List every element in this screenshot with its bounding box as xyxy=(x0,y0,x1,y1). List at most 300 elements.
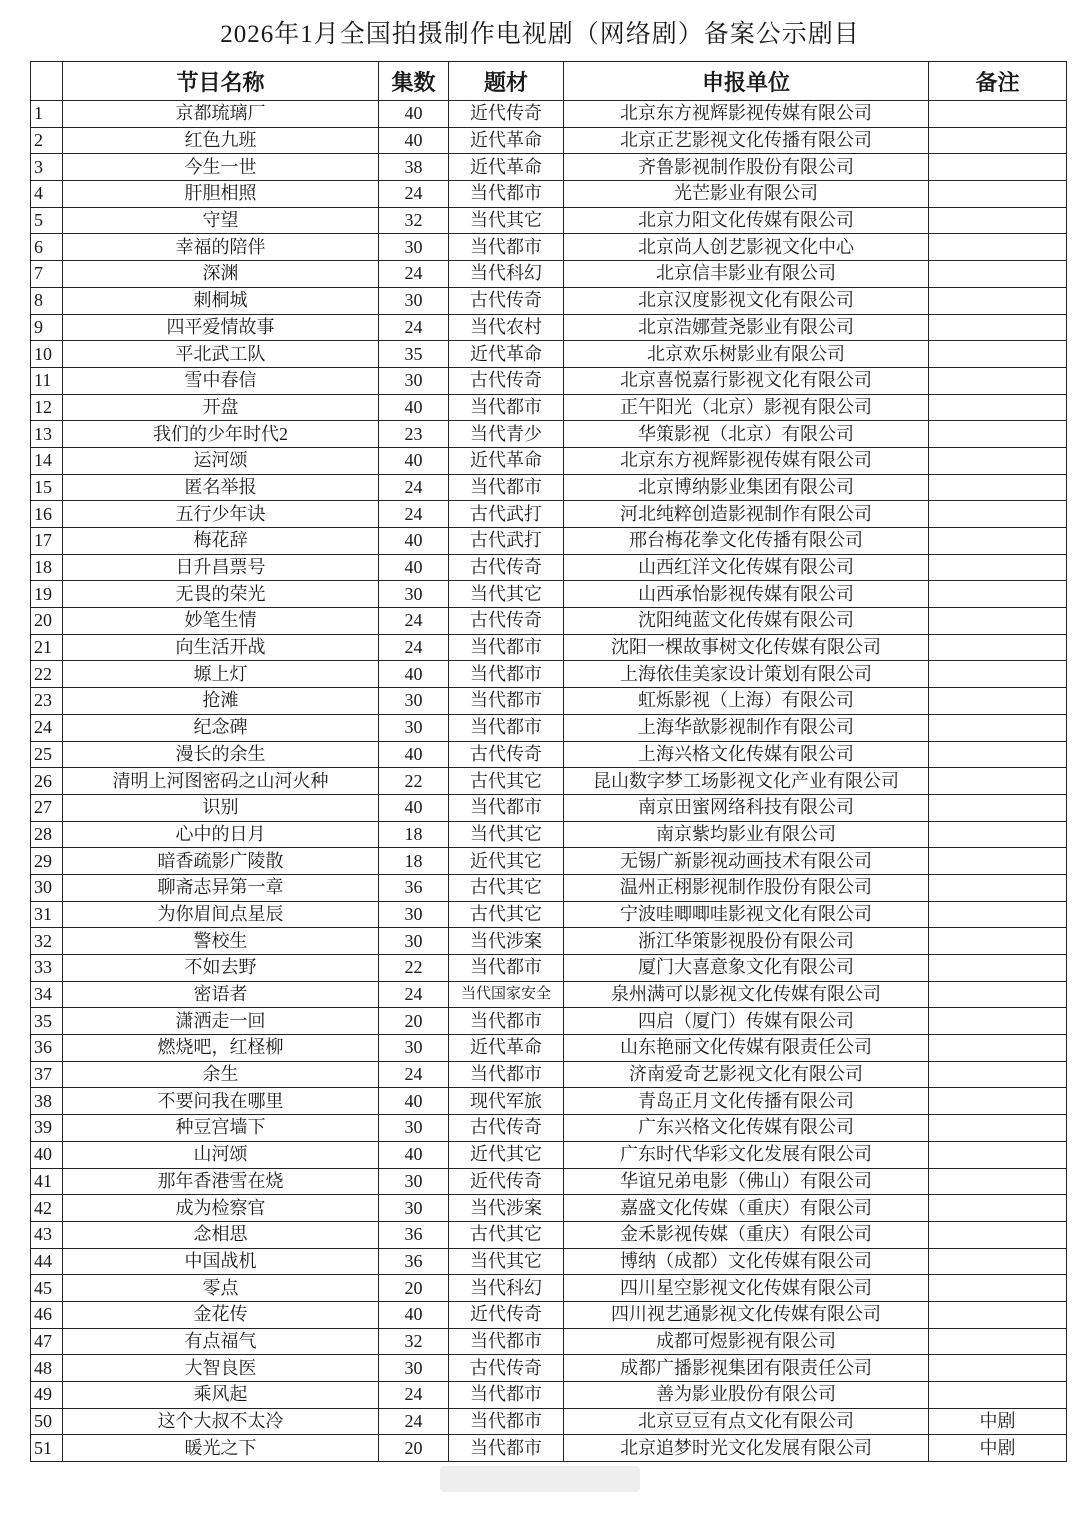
applicant-company: 北京豆豆有点文化有限公司 xyxy=(564,1408,929,1435)
episode-count: 24 xyxy=(379,314,449,341)
genre: 古代其它 xyxy=(449,1221,564,1248)
episode-count: 30 xyxy=(379,234,449,261)
applicant-company: 广东时代华彩文化发展有限公司 xyxy=(564,1141,929,1168)
episode-count: 40 xyxy=(379,447,449,474)
applicant-company: 山西红洋文化传媒有限公司 xyxy=(564,554,929,581)
applicant-company: 北京喜悦嘉行影视文化有限公司 xyxy=(564,367,929,394)
table-row xyxy=(31,741,1067,768)
header-row xyxy=(31,62,1067,101)
episode-count: 20 xyxy=(379,1275,449,1302)
row-index: 35 xyxy=(31,1008,63,1035)
genre: 当代都市 xyxy=(449,955,564,982)
episode-count: 24 xyxy=(379,1382,449,1409)
drama-title: 运河颂 xyxy=(63,447,379,474)
table-row xyxy=(31,955,1067,982)
remark xyxy=(929,234,1067,261)
genre: 近代革命 xyxy=(449,1035,564,1062)
episode-count: 30 xyxy=(379,688,449,715)
applicant-company: 北京欢乐树影业有限公司 xyxy=(564,341,929,368)
row-index: 42 xyxy=(31,1195,63,1222)
genre: 古代传奇 xyxy=(449,1115,564,1142)
remark xyxy=(929,581,1067,608)
genre: 古代传奇 xyxy=(449,287,564,314)
applicant-company: 济南爱奇艺影视文化有限公司 xyxy=(564,1061,929,1088)
remark xyxy=(929,101,1067,128)
genre: 当代都市 xyxy=(449,634,564,661)
row-index: 31 xyxy=(31,901,63,928)
applicant-company: 上海华歆影视制作有限公司 xyxy=(564,714,929,741)
table-row xyxy=(31,314,1067,341)
table-row xyxy=(31,447,1067,474)
applicant-company: 四川视艺通影视文化传媒有限公司 xyxy=(564,1301,929,1328)
row-index: 27 xyxy=(31,794,63,821)
remark xyxy=(929,1195,1067,1222)
row-index: 44 xyxy=(31,1248,63,1275)
row-index: 28 xyxy=(31,821,63,848)
applicant-company: 北京东方视辉影视传媒有限公司 xyxy=(564,447,929,474)
episode-count: 40 xyxy=(379,528,449,555)
row-index: 33 xyxy=(31,955,63,982)
drama-title: 塬上灯 xyxy=(63,661,379,688)
genre: 古代武打 xyxy=(449,528,564,555)
row-index: 48 xyxy=(31,1355,63,1382)
drama-title: 中国战机 xyxy=(63,1248,379,1275)
table-row xyxy=(31,608,1067,635)
remark xyxy=(929,634,1067,661)
remark xyxy=(929,688,1067,715)
table-row xyxy=(31,1168,1067,1195)
applicant-company: 北京正艺影视文化传播有限公司 xyxy=(564,127,929,154)
drama-title: 金花传 xyxy=(63,1301,379,1328)
remark xyxy=(929,1061,1067,1088)
row-index: 38 xyxy=(31,1088,63,1115)
applicant-company: 泉州满可以影视文化传媒有限公司 xyxy=(564,981,929,1008)
row-index: 16 xyxy=(31,501,63,528)
genre: 近代传奇 xyxy=(449,1168,564,1195)
applicant-company: 温州正栩影视制作股份有限公司 xyxy=(564,874,929,901)
drama-title: 肝胆相照 xyxy=(63,181,379,208)
drama-title: 大智良医 xyxy=(63,1355,379,1382)
remark xyxy=(929,714,1067,741)
episode-count: 40 xyxy=(379,394,449,421)
drama-title: 山河颂 xyxy=(63,1141,379,1168)
drama-title: 我们的少年时代2 xyxy=(63,421,379,448)
table-row xyxy=(31,1301,1067,1328)
genre: 当代都市 xyxy=(449,794,564,821)
episode-count: 22 xyxy=(379,955,449,982)
genre: 当代其它 xyxy=(449,1248,564,1275)
genre: 古代其它 xyxy=(449,874,564,901)
episode-count: 30 xyxy=(379,581,449,608)
genre: 近代传奇 xyxy=(449,101,564,128)
remark xyxy=(929,528,1067,555)
episode-count: 22 xyxy=(379,768,449,795)
remark xyxy=(929,341,1067,368)
row-index: 40 xyxy=(31,1141,63,1168)
row-index: 9 xyxy=(31,314,63,341)
row-index: 4 xyxy=(31,181,63,208)
remark xyxy=(929,1008,1067,1035)
applicant-company: 光芒影业有限公司 xyxy=(564,181,929,208)
drama-title: 日升昌票号 xyxy=(63,554,379,581)
remark xyxy=(929,1301,1067,1328)
table-row xyxy=(31,234,1067,261)
row-index: 41 xyxy=(31,1168,63,1195)
drama-title: 漫长的余生 xyxy=(63,741,379,768)
applicant-company: 善为影业股份有限公司 xyxy=(564,1382,929,1409)
drama-title: 为你眉间点星辰 xyxy=(63,901,379,928)
episode-count: 30 xyxy=(379,1355,449,1382)
document-title: 2026年1月全国拍摄制作电视剧（网络剧）备案公示剧目 xyxy=(220,21,860,48)
drama-title: 这个大叔不太冷 xyxy=(63,1408,379,1435)
episode-count: 24 xyxy=(379,181,449,208)
drama-title: 心中的日月 xyxy=(63,821,379,848)
table-row xyxy=(31,714,1067,741)
drama-title: 京都琉璃厂 xyxy=(63,101,379,128)
genre: 当代都市 xyxy=(449,474,564,501)
drama-title: 识别 xyxy=(63,794,379,821)
episode-count: 36 xyxy=(379,1248,449,1275)
table-row xyxy=(31,207,1067,234)
drama-title: 抢滩 xyxy=(63,688,379,715)
applicant-company: 广东兴格文化传媒有限公司 xyxy=(564,1115,929,1142)
row-index: 34 xyxy=(31,981,63,1008)
filing-table xyxy=(30,61,1067,1462)
row-index: 37 xyxy=(31,1061,63,1088)
episode-count: 24 xyxy=(379,261,449,288)
row-index: 7 xyxy=(31,261,63,288)
genre: 近代其它 xyxy=(449,1141,564,1168)
table-row xyxy=(31,261,1067,288)
drama-title: 密语者 xyxy=(63,981,379,1008)
applicant-company: 成都广播影视集团有限责任公司 xyxy=(564,1355,929,1382)
row-index: 45 xyxy=(31,1275,63,1302)
remark xyxy=(929,1275,1067,1302)
episode-count: 40 xyxy=(379,794,449,821)
table-row xyxy=(31,768,1067,795)
table-row xyxy=(31,1382,1067,1409)
drama-title: 今生一世 xyxy=(63,154,379,181)
episode-count: 32 xyxy=(379,1328,449,1355)
row-index: 30 xyxy=(31,874,63,901)
applicant-company: 成都可煜影视有限公司 xyxy=(564,1328,929,1355)
table-row xyxy=(31,848,1067,875)
applicant-company: 沈阳一棵故事树文化传媒有限公司 xyxy=(564,634,929,661)
drama-title: 暖光之下 xyxy=(63,1435,379,1462)
row-index: 49 xyxy=(31,1382,63,1409)
episode-count: 32 xyxy=(379,207,449,234)
drama-title: 不如去野 xyxy=(63,955,379,982)
episode-count: 24 xyxy=(379,1061,449,1088)
table-row xyxy=(31,341,1067,368)
table-row xyxy=(31,661,1067,688)
genre: 当代都市 xyxy=(449,394,564,421)
row-index: 47 xyxy=(31,1328,63,1355)
remark xyxy=(929,421,1067,448)
row-index: 11 xyxy=(31,367,63,394)
genre: 古代传奇 xyxy=(449,367,564,394)
episode-count: 35 xyxy=(379,341,449,368)
genre: 当代都市 xyxy=(449,1408,564,1435)
remark xyxy=(929,154,1067,181)
genre: 当代都市 xyxy=(449,688,564,715)
row-index: 32 xyxy=(31,928,63,955)
drama-title: 刺桐城 xyxy=(63,287,379,314)
episode-count: 30 xyxy=(379,367,449,394)
row-index: 24 xyxy=(31,714,63,741)
row-index: 1 xyxy=(31,101,63,128)
table-row xyxy=(31,528,1067,555)
episode-count: 40 xyxy=(379,101,449,128)
genre: 近代革命 xyxy=(449,341,564,368)
remark xyxy=(929,1088,1067,1115)
remark xyxy=(929,1382,1067,1409)
row-index: 17 xyxy=(31,528,63,555)
applicant-company: 上海依佳美家设计策划有限公司 xyxy=(564,661,929,688)
remark: 中剧 xyxy=(929,1408,1067,1435)
drama-title: 成为检察官 xyxy=(63,1195,379,1222)
table-row xyxy=(31,1248,1067,1275)
remark xyxy=(929,741,1067,768)
episode-count: 40 xyxy=(379,1141,449,1168)
drama-title: 平北武工队 xyxy=(63,341,379,368)
applicant-company: 南京紫均影业有限公司 xyxy=(564,821,929,848)
row-index: 51 xyxy=(31,1435,63,1462)
applicant-company: 华谊兄弟电影（佛山）有限公司 xyxy=(564,1168,929,1195)
genre: 近代革命 xyxy=(449,154,564,181)
genre: 当代青少 xyxy=(449,421,564,448)
drama-title: 开盘 xyxy=(63,394,379,421)
episode-count: 24 xyxy=(379,501,449,528)
table-row xyxy=(31,981,1067,1008)
drama-title: 纪念碑 xyxy=(63,714,379,741)
applicant-company: 上海兴格文化传媒有限公司 xyxy=(564,741,929,768)
genre: 当代都市 xyxy=(449,1382,564,1409)
remark xyxy=(929,447,1067,474)
table-row xyxy=(31,1195,1067,1222)
genre: 当代国家安全 xyxy=(449,981,564,1008)
remark xyxy=(929,367,1067,394)
drama-title: 乘风起 xyxy=(63,1382,379,1409)
row-index: 29 xyxy=(31,848,63,875)
remark xyxy=(929,394,1067,421)
table-row xyxy=(31,821,1067,848)
applicant-company: 北京浩娜萱尧影业有限公司 xyxy=(564,314,929,341)
drama-title: 匿名举报 xyxy=(63,474,379,501)
remark xyxy=(929,501,1067,528)
table-row xyxy=(31,581,1067,608)
drama-title: 幸福的陪伴 xyxy=(63,234,379,261)
episode-count: 30 xyxy=(379,928,449,955)
episode-count: 18 xyxy=(379,821,449,848)
row-index: 5 xyxy=(31,207,63,234)
drama-title: 余生 xyxy=(63,1061,379,1088)
remark xyxy=(929,874,1067,901)
row-index: 8 xyxy=(31,287,63,314)
header-index xyxy=(31,62,63,101)
row-index: 6 xyxy=(31,234,63,261)
row-index: 14 xyxy=(31,447,63,474)
row-index: 43 xyxy=(31,1221,63,1248)
row-index: 13 xyxy=(31,421,63,448)
row-index: 18 xyxy=(31,554,63,581)
episode-count: 30 xyxy=(379,1195,449,1222)
genre: 古代传奇 xyxy=(449,554,564,581)
genre: 当代其它 xyxy=(449,821,564,848)
row-index: 46 xyxy=(31,1301,63,1328)
applicant-company: 厦门大喜意象文化有限公司 xyxy=(564,955,929,982)
table-row xyxy=(31,1355,1067,1382)
row-index: 10 xyxy=(31,341,63,368)
remark xyxy=(929,848,1067,875)
applicant-company: 山西承怡影视传媒有限公司 xyxy=(564,581,929,608)
row-index: 26 xyxy=(31,768,63,795)
applicant-company: 北京追梦时光文化发展有限公司 xyxy=(564,1435,929,1462)
remark xyxy=(929,955,1067,982)
episode-count: 30 xyxy=(379,714,449,741)
header-episodes: 集数 xyxy=(379,62,449,101)
genre: 当代涉案 xyxy=(449,1195,564,1222)
remark xyxy=(929,314,1067,341)
episode-count: 30 xyxy=(379,287,449,314)
row-index: 50 xyxy=(31,1408,63,1435)
drama-title: 有点福气 xyxy=(63,1328,379,1355)
drama-title: 梅花辞 xyxy=(63,528,379,555)
genre: 近代传奇 xyxy=(449,1301,564,1328)
table-row xyxy=(31,794,1067,821)
remark xyxy=(929,287,1067,314)
table-row xyxy=(31,1408,1067,1435)
applicant-company: 正午阳光（北京）影视有限公司 xyxy=(564,394,929,421)
table-row xyxy=(31,474,1067,501)
table-row xyxy=(31,501,1067,528)
drama-title: 深渊 xyxy=(63,261,379,288)
genre: 当代都市 xyxy=(449,1328,564,1355)
drama-title: 清明上河图密码之山河火种 xyxy=(63,768,379,795)
remark xyxy=(929,901,1067,928)
table-body xyxy=(31,101,1067,1462)
remark xyxy=(929,261,1067,288)
table-row xyxy=(31,1008,1067,1035)
applicant-company: 北京汉度影视文化有限公司 xyxy=(564,287,929,314)
genre: 当代都市 xyxy=(449,234,564,261)
applicant-company: 博纳（成都）文化传媒有限公司 xyxy=(564,1248,929,1275)
remark xyxy=(929,1248,1067,1275)
applicant-company: 四川星空影视文化传媒有限公司 xyxy=(564,1275,929,1302)
drama-title: 四平爱情故事 xyxy=(63,314,379,341)
applicant-company: 北京东方视辉影视传媒有限公司 xyxy=(564,101,929,128)
remark xyxy=(929,768,1067,795)
row-index: 23 xyxy=(31,688,63,715)
drama-title: 无畏的荣光 xyxy=(63,581,379,608)
table-row xyxy=(31,1275,1067,1302)
table-row xyxy=(31,1035,1067,1062)
applicant-company: 青岛正月文化传播有限公司 xyxy=(564,1088,929,1115)
remark xyxy=(929,1168,1067,1195)
table-row xyxy=(31,874,1067,901)
table-row xyxy=(31,1088,1067,1115)
drama-title: 妙笔生情 xyxy=(63,608,379,635)
genre: 现代军旅 xyxy=(449,1088,564,1115)
applicant-company: 华策影视（北京）有限公司 xyxy=(564,421,929,448)
applicant-company: 无锡广新影视动画技术有限公司 xyxy=(564,848,929,875)
watermark-overlay xyxy=(440,1466,640,1492)
applicant-company: 沈阳纯蓝文化传媒有限公司 xyxy=(564,608,929,635)
remark xyxy=(929,127,1067,154)
genre: 近代其它 xyxy=(449,848,564,875)
drama-title: 潇洒走一回 xyxy=(63,1008,379,1035)
genre: 当代都市 xyxy=(449,714,564,741)
row-index: 21 xyxy=(31,634,63,661)
drama-title: 念相思 xyxy=(63,1221,379,1248)
remark xyxy=(929,981,1067,1008)
drama-title: 那年香港雪在烧 xyxy=(63,1168,379,1195)
remark xyxy=(929,821,1067,848)
drama-title: 红色九班 xyxy=(63,127,379,154)
remark xyxy=(929,1115,1067,1142)
remark xyxy=(929,1141,1067,1168)
drama-title: 守望 xyxy=(63,207,379,234)
applicant-company: 北京信丰影业有限公司 xyxy=(564,261,929,288)
applicant-company: 嘉盛文化传媒（重庆）有限公司 xyxy=(564,1195,929,1222)
table-row xyxy=(31,181,1067,208)
genre: 当代其它 xyxy=(449,581,564,608)
remark xyxy=(929,1035,1067,1062)
table-row xyxy=(31,394,1067,421)
genre: 古代传奇 xyxy=(449,741,564,768)
genre: 当代都市 xyxy=(449,1435,564,1462)
episode-count: 36 xyxy=(379,874,449,901)
episode-count: 24 xyxy=(379,634,449,661)
episode-count: 18 xyxy=(379,848,449,875)
applicant-company: 昆山数字梦工场影视文化产业有限公司 xyxy=(564,768,929,795)
remark xyxy=(929,1355,1067,1382)
table-row xyxy=(31,367,1067,394)
applicant-company: 宁波哇唧唧哇影视文化有限公司 xyxy=(564,901,929,928)
genre: 古代传奇 xyxy=(449,608,564,635)
drama-title: 暗香疏影广陵散 xyxy=(63,848,379,875)
episode-count: 23 xyxy=(379,421,449,448)
table-row xyxy=(31,928,1067,955)
drama-title: 雪中春信 xyxy=(63,367,379,394)
genre: 当代科幻 xyxy=(449,261,564,288)
table-row xyxy=(31,1221,1067,1248)
genre: 当代农村 xyxy=(449,314,564,341)
drama-title: 聊斋志异第一章 xyxy=(63,874,379,901)
applicant-company: 虹烁影视（上海）有限公司 xyxy=(564,688,929,715)
episode-count: 40 xyxy=(379,1088,449,1115)
applicant-company: 山东艳丽文化传媒有限责任公司 xyxy=(564,1035,929,1062)
genre: 当代科幻 xyxy=(449,1275,564,1302)
applicant-company: 金禾影视传媒（重庆）有限公司 xyxy=(564,1221,929,1248)
episode-count: 24 xyxy=(379,981,449,1008)
episode-count: 24 xyxy=(379,1408,449,1435)
applicant-company: 北京力阳文化传媒有限公司 xyxy=(564,207,929,234)
genre: 古代其它 xyxy=(449,768,564,795)
episode-count: 30 xyxy=(379,1168,449,1195)
genre: 近代革命 xyxy=(449,127,564,154)
genre: 当代其它 xyxy=(449,207,564,234)
table-row xyxy=(31,1141,1067,1168)
remark xyxy=(929,794,1067,821)
applicant-company: 北京尚人创艺影视文化中心 xyxy=(564,234,929,261)
applicant-company: 四启（厦门）传媒有限公司 xyxy=(564,1008,929,1035)
remark xyxy=(929,474,1067,501)
drama-title: 零点 xyxy=(63,1275,379,1302)
genre: 古代传奇 xyxy=(449,1355,564,1382)
remark: 中剧 xyxy=(929,1435,1067,1462)
episode-count: 24 xyxy=(379,608,449,635)
